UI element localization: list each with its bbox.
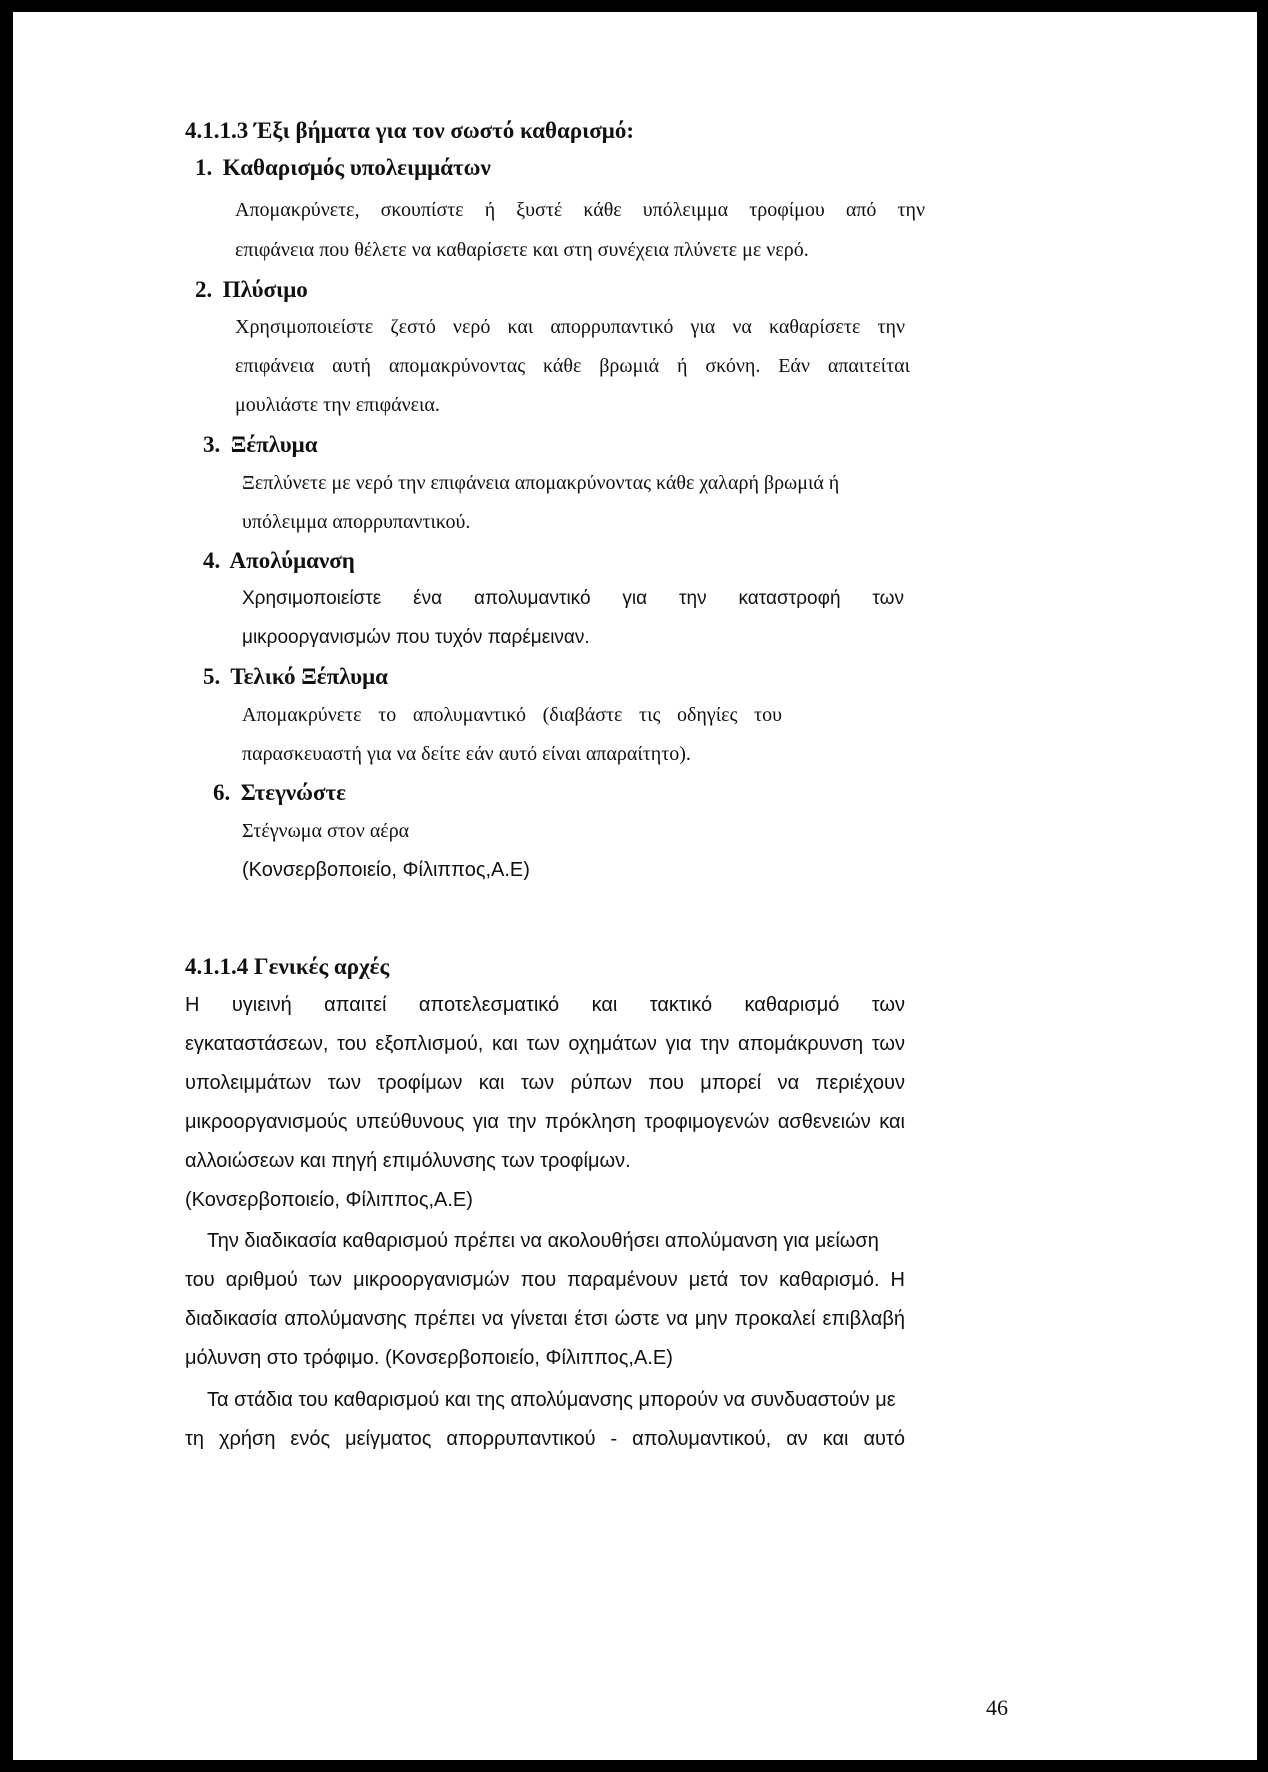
- paragraph-1-line-2: εγκαταστάσεων, του εξοπλισμού, και των οχημάτων για την απομάκρυνση των: [185, 1033, 905, 1055]
- step-title-text: Στεγνώστε: [240, 780, 346, 805]
- section-heading-cleaning-steps: 4.1.1.3 Έξι βήματα για τον σωστό καθαρισμό:: [185, 118, 634, 143]
- paragraph-2-line-1: Την διαδικασία καθαρισμού πρέπει να ακολουθήσει απολύμανση για μείωση: [207, 1230, 879, 1252]
- step-number: 6.: [213, 780, 231, 805]
- paragraph-1-citation: (Κονσερβοποιείο, Φίλιππος,Α.Ε): [185, 1189, 473, 1211]
- document-page: [13, 12, 1257, 1760]
- step-5-line-2: παρασκευαστή για να δείτε εάν αυτό είναι απαραίτητο).: [242, 743, 691, 765]
- step-1-line-1: Απομακρύνετε, σκουπίστε ή ξυστέ κάθε υπόλειμμα τροφίμου από την: [235, 199, 925, 221]
- step-3-title: [203, 432, 318, 458]
- step-number: 3.: [203, 432, 221, 457]
- step-6-title: [213, 780, 346, 806]
- step-title-text: Τελικό Ξέπλυμα: [230, 664, 388, 689]
- step-4-title: [203, 548, 355, 574]
- step-5-line-1: Απομακρύνετε το απολυμαντικό (διαβάστε τις οδηγίες του: [242, 704, 782, 726]
- step-2-title: [195, 277, 308, 303]
- step-4-line-1: Χρησιμοποιείστε ένα απολυμαντικό για την καταστροφή των: [242, 588, 904, 609]
- paragraph-3-line-1: Τα στάδια του καθαρισμού και της απολύμανσης μπορούν να συνδυαστούν με: [207, 1389, 896, 1411]
- step-6-line-1: Στέγνωμα στον αέρα: [242, 820, 410, 842]
- step-number: 1.: [195, 155, 213, 180]
- step-5-title: [203, 664, 388, 690]
- paragraph-1-line-5: αλλοιώσεων και πηγή επιμόλυνσης των τροφίμων.: [185, 1150, 631, 1172]
- step-4-line-2: μικροοργανισμών που τυχόν παρέμειναν.: [242, 627, 590, 648]
- step-2-line-3: μουλιάστε την επιφάνεια.: [235, 394, 440, 416]
- step-title-text: Πλύσιμο: [222, 277, 308, 302]
- paragraph-1-line-1: Η υγιεινή απαιτεί αποτελεσματικό και τακτικό καθαρισμό των: [185, 994, 905, 1016]
- step-6-citation: (Κονσερβοποιείο, Φίλιππος,Α.Ε): [242, 859, 530, 881]
- paragraph-1-line-4: μικροοργανισμούς υπεύθυνους για την πρόκληση τροφιμογενών ασθενειών και: [185, 1111, 905, 1133]
- paragraph-3-line-2: τη χρήση ενός μείγματος απορρυπαντικού - απολυμαντικού, αν και αυτό: [185, 1428, 905, 1450]
- paragraph-2-line-3: διαδικασία απολύμανσης πρέπει να γίνεται έτσι ώστε να μην προκαλεί επιβλαβή: [185, 1308, 905, 1330]
- step-title-text: Καθαρισμός υπολειμμάτων: [222, 155, 491, 180]
- step-title-text: Ξέπλυμα: [230, 432, 318, 457]
- paragraph-2-line-4: μόλυνση στο τρόφιμο. (Κονσερβοποιείο, Φίλιππος,Α.Ε): [185, 1347, 673, 1369]
- step-number: 4.: [203, 548, 221, 573]
- step-title-text: Απολύμανση: [229, 548, 355, 573]
- paragraph-2-line-2: του αριθμού των μικροοργανισμών που παραμένουν μετά τον καθαρισμό. Η: [185, 1269, 905, 1291]
- step-3-line-2: υπόλειμμα απορρυπαντικού.: [242, 511, 471, 533]
- paragraph-1-line-3: υπολειμμάτων των τροφίμων και των ρύπων που μπορεί να περιέχουν: [185, 1072, 905, 1094]
- step-number: 2.: [195, 277, 213, 302]
- page-number: 46: [986, 1695, 1008, 1720]
- step-2-line-1: Χρησιμοποιείστε ζεστό νερό και απορρυπαντικό για να καθαρίσετε την: [235, 316, 905, 338]
- step-1-line-2: επιφάνεια που θέλετε να καθαρίσετε και στη συνέχεια πλύνετε με νερό.: [235, 239, 809, 261]
- step-2-line-2: επιφάνεια αυτή απομακρύνοντας κάθε βρωμιά ή σκόνη. Εάν απαιτείται: [235, 355, 910, 377]
- step-1-title: [195, 155, 491, 181]
- step-3-line-1: Ξεπλύνετε με νερό την επιφάνεια απομακρύνοντας κάθε χαλαρή βρωμιά ή: [242, 472, 840, 494]
- section-heading-general-principles: 4.1.1.4 Γενικές αρχές: [185, 954, 390, 979]
- step-number: 5.: [203, 664, 221, 689]
